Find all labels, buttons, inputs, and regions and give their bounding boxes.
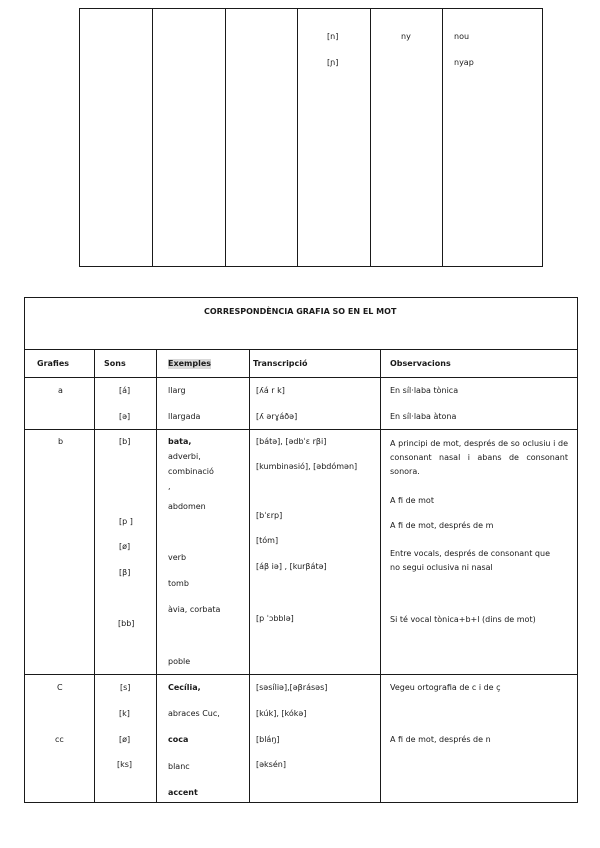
grafia-c: C — [57, 683, 63, 692]
header-sons: Sons — [104, 359, 126, 368]
transcripcio-a-1: [ʎá r k] — [256, 386, 285, 395]
transcripcio-b-4: [tóm] — [256, 536, 279, 545]
observacio-b-3: A fi de mot, després de m — [390, 521, 494, 530]
transcripcio-c-2: [kúk], [kókə] — [256, 709, 307, 718]
top-cell-nyap: nyap — [454, 58, 474, 67]
exemple-b-2: adverbi, — [168, 452, 201, 461]
grafia-a: a — [58, 386, 63, 395]
top-cell-nou: nou — [454, 32, 470, 41]
exemple-b-6: verb — [168, 553, 187, 562]
transcripcio-b-6: [p ˈɔbblə] — [256, 614, 294, 623]
transcripcio-c-4: [əksén] — [256, 760, 286, 769]
so-b-5: [bb] — [118, 619, 135, 628]
transcripcio-c-3: [bláŋ] — [256, 735, 280, 744]
so-a-2: [ə] — [119, 412, 131, 421]
transcripcio-b-1: [bátə], [ədbˈɛ rβi] — [256, 437, 327, 446]
exemple-b-3: combinació — [168, 467, 214, 476]
so-a-1: [á] — [119, 386, 131, 395]
exemple-b-7: tomb — [168, 579, 189, 588]
so-c-3: [ø] — [119, 735, 131, 744]
transcripcio-b-2: [kumbinəsió], [əbdómən] — [256, 462, 358, 471]
transcripcio-c-1: [səsíliə],[əβrásəs] — [256, 683, 328, 692]
table-title: CORRESPONDÈNCIA GRAFIA SO EN EL MOT — [204, 307, 397, 316]
observacio-b-2: A fi de mot — [390, 496, 434, 505]
transcripcio-b-5: [áβ iə] , [kurβátə] — [256, 562, 327, 571]
header-transcripcio: Transcripció — [253, 359, 308, 368]
exemple-c-3: coca — [168, 735, 189, 744]
exemple-c-1: Cecília, — [168, 683, 201, 692]
so-b-1: [b] — [119, 437, 131, 446]
observacio-b-1: A principi de mot, després de so oclusiu i de consonant nasal i abans de consonant sonora. — [390, 439, 568, 476]
exemple-c-2: abraces Cuc, — [168, 709, 220, 718]
exemple-b-4: , — [168, 482, 171, 491]
grafia-b: b — [58, 437, 64, 446]
exemple-c-4: blanc — [168, 762, 190, 771]
exemple-b-1: bata, — [168, 437, 192, 446]
exemple-a-1: llarg — [168, 386, 186, 395]
top-cell-ny-grafia: ny — [401, 32, 411, 41]
exemple-b-8: àvia, corbata — [168, 605, 221, 614]
observacio-b-4: Entre vocals, després de consonant que no segui oclusiva ni nasal — [390, 549, 550, 572]
so-c-2: [k] — [119, 709, 130, 718]
exemple-c-5: accent — [168, 788, 198, 797]
header-grafies: Grafies — [37, 359, 70, 368]
transcripcio-b-3: [bˈɛrp] — [256, 511, 283, 520]
top-cell-ny-sound: [ɲ] — [327, 58, 339, 67]
so-b-3: [ø] — [119, 542, 131, 551]
exemple-a-2: llargada — [168, 412, 201, 421]
exemple-b-9: poble — [168, 657, 191, 666]
observacio-a-2: En síl·laba àtona — [390, 412, 457, 421]
transcripcio-a-2: [ʎ ərɣáðə] — [256, 412, 298, 421]
observacio-a-1: En síl·laba tònica — [390, 386, 459, 395]
header-exemples: Exemples — [168, 359, 212, 368]
exemple-b-5: abdomen — [168, 502, 206, 511]
observacio-c-2: A fi de mot, després de n — [390, 735, 491, 744]
so-c-4: [ks] — [117, 760, 133, 769]
grafia-cc: cc — [55, 735, 64, 744]
so-b-4: [β] — [119, 568, 131, 577]
so-c-1: [s] — [120, 683, 131, 692]
header-observacions: Observacions — [390, 359, 451, 368]
observacio-c-1: Vegeu ortografia de c i de ç — [390, 683, 501, 692]
observacio-b-5: Si té vocal tònica+b+l (dins de mot) — [390, 615, 536, 624]
so-b-2: [p ] — [119, 517, 133, 526]
top-cell-n: [n] — [327, 32, 339, 41]
